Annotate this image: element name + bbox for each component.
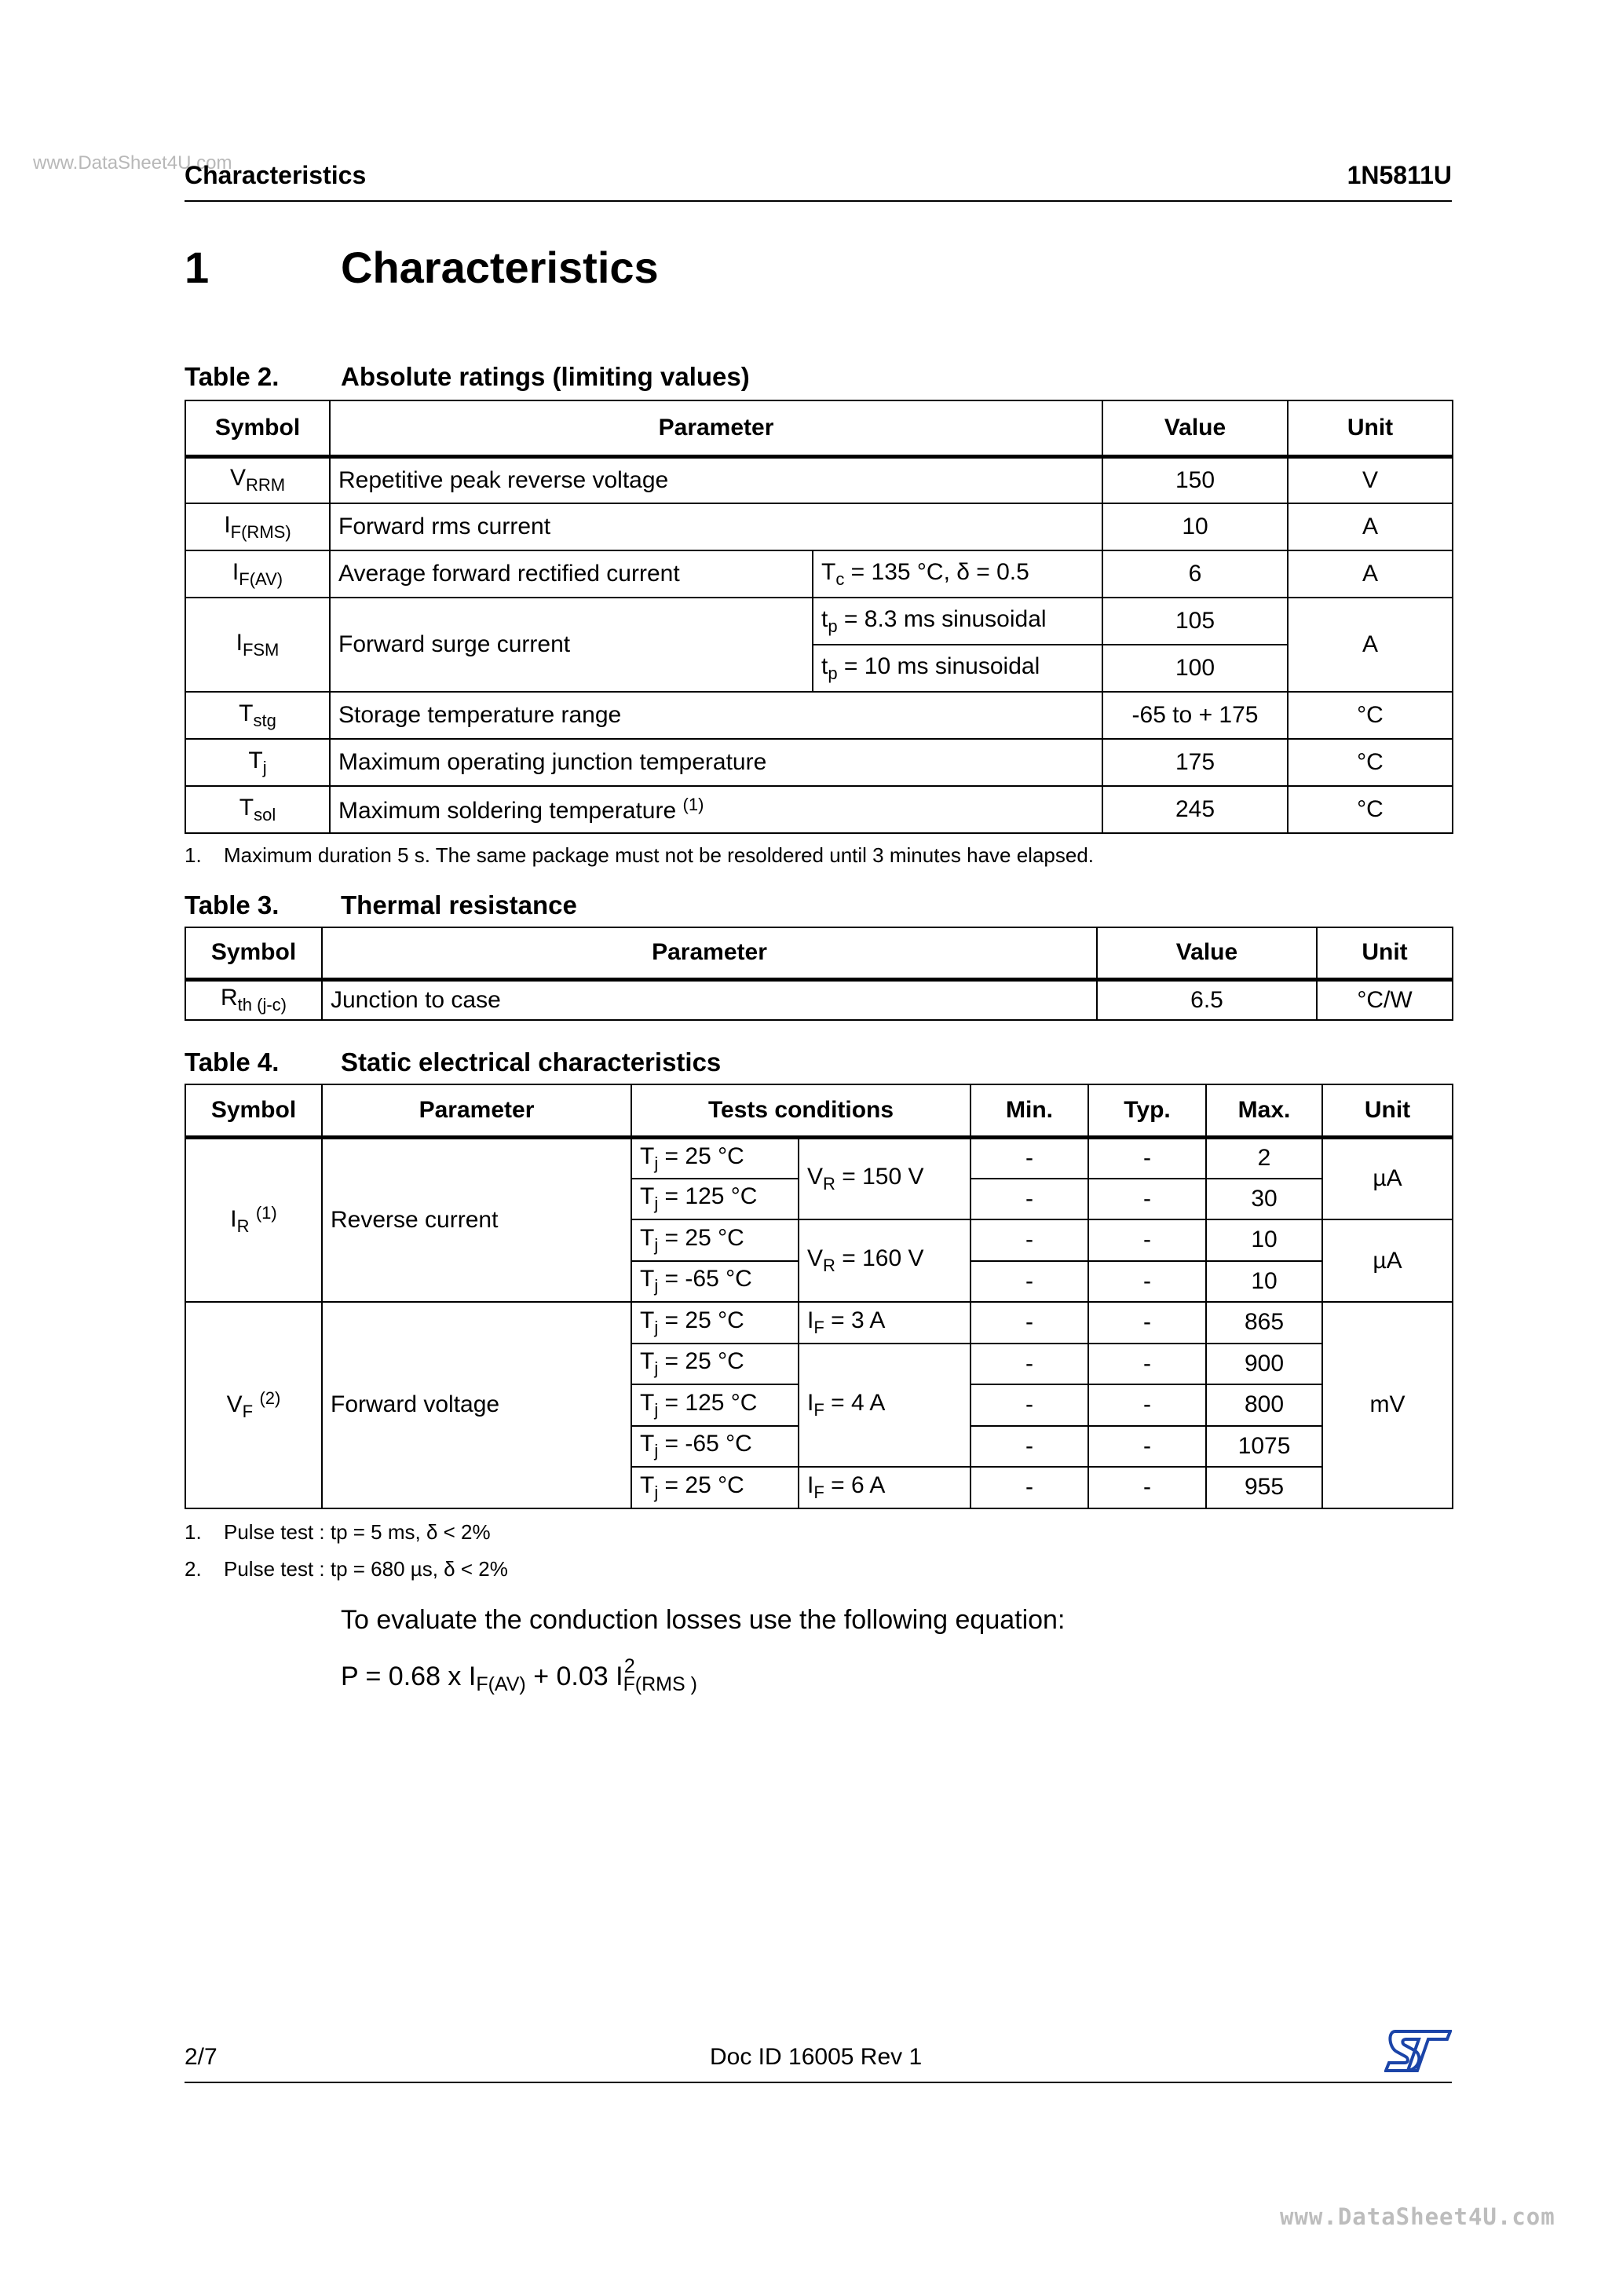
page-number: 2/7	[185, 2044, 217, 2070]
table-row	[185, 692, 1453, 739]
parameter-cell: Forward voltage	[322, 1302, 631, 1508]
unit-cell: °C	[1288, 739, 1453, 786]
min-cell: -	[971, 1137, 1088, 1179]
header-section-name: Characteristics	[185, 161, 367, 189]
min-cell: -	[971, 1219, 1088, 1261]
symbol-cell: $I_{FSM}$	[185, 598, 330, 692]
min-cell: -	[971, 1302, 1088, 1344]
t2-header-value: Value	[1102, 400, 1288, 456]
min-cell: -	[971, 1384, 1088, 1426]
max-cell: 30	[1206, 1179, 1322, 1220]
table3-title: Thermal resistance	[341, 890, 577, 919]
footnote-number: 1.	[185, 843, 202, 867]
symbol-cell: $V_{RRM}$	[185, 456, 330, 503]
t2-header-symbol: Symbol	[185, 400, 330, 456]
unit-cell: °C	[1288, 786, 1453, 833]
condition-cell: $T_c = 135$ °C, δ = 0.5	[813, 550, 1102, 598]
table-row	[185, 1302, 1453, 1344]
table-row	[185, 550, 1453, 598]
footnote-number: 2.	[185, 1557, 202, 1581]
typ-cell: -	[1088, 1179, 1206, 1220]
tj-condition-cell: $T_j = 25$ °C	[631, 1219, 799, 1261]
symbol-cell: $T_{stg}$	[185, 692, 330, 739]
table-row	[185, 503, 1453, 550]
typ-cell: -	[1088, 1384, 1206, 1426]
t3-header-symbol: Symbol	[185, 927, 322, 979]
table3-caption	[185, 890, 1452, 922]
value-cell: 150	[1102, 456, 1288, 503]
unit-cell: µA	[1322, 1137, 1453, 1219]
min-cell: -	[971, 1467, 1088, 1508]
max-cell: 10	[1206, 1261, 1322, 1303]
parameter-cell: Forward rms current	[330, 503, 1102, 550]
unit-cell: A	[1288, 503, 1453, 550]
table4-caption	[185, 1047, 1452, 1079]
t4-header-max: Max.	[1206, 1084, 1322, 1137]
static-electrical-table	[185, 1084, 1453, 1509]
tj-condition-cell: $T_j = -65$ °C	[631, 1261, 799, 1303]
conduction-loss-equation: P = 0.68 x $I_{F(AV)} + 0.03$ $I_F^2_{(RMS )}$	[341, 1655, 697, 1695]
min-cell: -	[971, 1344, 1088, 1385]
equation-intro: To evaluate the conduction losses use the following equation:	[341, 1605, 1066, 1635]
t3-header-unit: Unit	[1317, 927, 1453, 979]
unit-cell: A	[1288, 550, 1453, 598]
typ-cell: -	[1088, 1137, 1206, 1179]
doc-id: Doc ID 16005 Rev 1	[710, 2044, 923, 2070]
footnote-text: Maximum duration 5 s. The same package must not be resoldered until 3 minutes have elapsed.	[224, 843, 1095, 867]
tj-condition-cell: $T_j = 125$ °C	[631, 1179, 799, 1220]
parameter-cell: Junction to case	[322, 979, 1097, 1020]
typ-cell: -	[1088, 1302, 1206, 1344]
t4-header-min: Min.	[971, 1084, 1088, 1137]
max-cell: 865	[1206, 1302, 1322, 1344]
section-title: Characteristics	[341, 243, 659, 292]
table2-footnote	[185, 843, 1452, 868]
unit-cell: mV	[1322, 1302, 1453, 1508]
vr-condition-cell: $V_R = 160$ V	[799, 1219, 971, 1302]
watermark-bottom: www.DataSheet4U.com	[1280, 2203, 1555, 2230]
parameter-cell: Repetitive peak reverse voltage	[330, 456, 1102, 503]
vr-condition-cell: $V_R = 150$ V	[799, 1137, 971, 1219]
table-row	[185, 786, 1453, 833]
symbol-cell: $I_{F(AV)}$	[185, 550, 330, 598]
max-cell: 1075	[1206, 1426, 1322, 1468]
typ-cell: -	[1088, 1467, 1206, 1508]
thermal-resistance-table	[185, 927, 1453, 1021]
symbol-cell: $T_j$	[185, 739, 330, 786]
value-cell: -65 to + 175	[1102, 692, 1288, 739]
watermark-top: www.DataSheet4U.com	[33, 152, 232, 174]
table-row	[185, 739, 1453, 786]
symbol-cell: $I_{F(RMS)}$	[185, 503, 330, 550]
tj-condition-cell: $T_j = 25$ °C	[631, 1344, 799, 1385]
if-condition-cell: $I_F = 4$ A	[799, 1344, 971, 1468]
unit-cell: V	[1288, 456, 1453, 503]
unit-cell: µA	[1322, 1219, 1453, 1302]
typ-cell: -	[1088, 1261, 1206, 1303]
parameter-cell: Storage temperature range	[330, 692, 1102, 739]
t4-header-typ: Typ.	[1088, 1084, 1206, 1137]
parameter-cell: Average forward rectified current	[330, 550, 813, 598]
table-row	[185, 979, 1453, 1020]
header-part-number: 1N5811U	[1347, 161, 1452, 189]
footnote-text: Pulse test : tp = 680 µs, δ < 2%	[224, 1557, 508, 1581]
typ-cell: -	[1088, 1219, 1206, 1261]
table-row	[185, 456, 1453, 503]
min-cell: -	[971, 1261, 1088, 1303]
unit-cell: °C	[1288, 692, 1453, 739]
max-cell: 10	[1206, 1219, 1322, 1261]
typ-cell: -	[1088, 1344, 1206, 1385]
min-cell: -	[971, 1179, 1088, 1220]
value-cell: 105	[1102, 598, 1288, 645]
value-cell: 175	[1102, 739, 1288, 786]
value-cell: 100	[1102, 645, 1288, 692]
t2-header-parameter: Parameter	[330, 400, 1102, 456]
table2-label: Table 2.	[185, 362, 280, 391]
t2-header-unit: Unit	[1288, 400, 1453, 456]
symbol-cell: $V_F$ $^{(2)}$	[185, 1302, 322, 1508]
parameter-cell: Maximum soldering temperature $^{(1)}$	[330, 786, 1102, 833]
tj-condition-cell: $T_j = 125$ °C	[631, 1384, 799, 1426]
if-condition-cell: $I_F = 3$ A	[799, 1302, 971, 1344]
t4-header-parameter: Parameter	[322, 1084, 631, 1137]
footnote-text: Pulse test : tp = 5 ms, δ < 2%	[224, 1520, 491, 1544]
condition-cell: $t_p = 8.3$ ms sinusoidal	[813, 598, 1102, 645]
t4-header-symbol: Symbol	[185, 1084, 322, 1137]
value-cell: 6.5	[1097, 979, 1317, 1020]
if-condition-cell: $I_F = 6$ A	[799, 1467, 971, 1508]
parameter-cell: Maximum operating junction temperature	[330, 739, 1102, 786]
table2-title: Absolute ratings (limiting values)	[341, 362, 750, 391]
max-cell: 2	[1206, 1137, 1322, 1179]
unit-cell: A	[1288, 598, 1453, 692]
table-row	[185, 1137, 1453, 1179]
tj-condition-cell: $T_j = 25$ °C	[631, 1302, 799, 1344]
table3-label: Table 3.	[185, 890, 280, 919]
value-cell: 245	[1102, 786, 1288, 833]
value-cell: 6	[1102, 550, 1288, 598]
max-cell: 900	[1206, 1344, 1322, 1385]
table4-footnote-1	[185, 1520, 1452, 1545]
tj-condition-cell: $T_j = 25$ °C	[631, 1467, 799, 1508]
unit-cell: °C/W	[1317, 979, 1453, 1020]
max-cell: 800	[1206, 1384, 1322, 1426]
table-row	[185, 598, 1453, 645]
table2-caption	[185, 362, 1452, 393]
tj-condition-cell: $T_j = 25$ °C	[631, 1137, 799, 1179]
table4-title: Static electrical characteristics	[341, 1047, 722, 1077]
section-number: 1	[185, 243, 210, 292]
footnote-ref: (1)	[682, 795, 704, 814]
symbol-cell: $I_R$ $^{(1)}$	[185, 1137, 322, 1302]
condition-cell: $t_p = 10$ ms sinusoidal	[813, 645, 1102, 692]
table4-label: Table 4.	[185, 1047, 280, 1077]
absolute-ratings-table	[185, 400, 1453, 834]
symbol-cell: $T_{sol}$	[185, 786, 330, 833]
footer-rule	[185, 2082, 1452, 2083]
symbol-cell: $R_{th (j-c)}$	[185, 979, 322, 1020]
min-cell: -	[971, 1426, 1088, 1468]
parameter-cell: Reverse current	[322, 1137, 631, 1302]
typ-cell: -	[1088, 1426, 1206, 1468]
header-rule	[185, 200, 1452, 202]
parameter-cell: Forward surge current	[330, 598, 813, 692]
t3-header-value: Value	[1097, 927, 1317, 979]
st-logo-icon	[1384, 2028, 1452, 2074]
max-cell: 955	[1206, 1467, 1322, 1508]
t4-header-conditions: Tests conditions	[631, 1084, 971, 1137]
value-cell: 10	[1102, 503, 1288, 550]
footnote-number: 1.	[185, 1520, 202, 1544]
t3-header-parameter: Parameter	[322, 927, 1097, 979]
table4-footnote-2	[185, 1557, 1452, 1582]
tj-condition-cell: $T_j = -65$ °C	[631, 1426, 799, 1468]
t4-header-unit: Unit	[1322, 1084, 1453, 1137]
